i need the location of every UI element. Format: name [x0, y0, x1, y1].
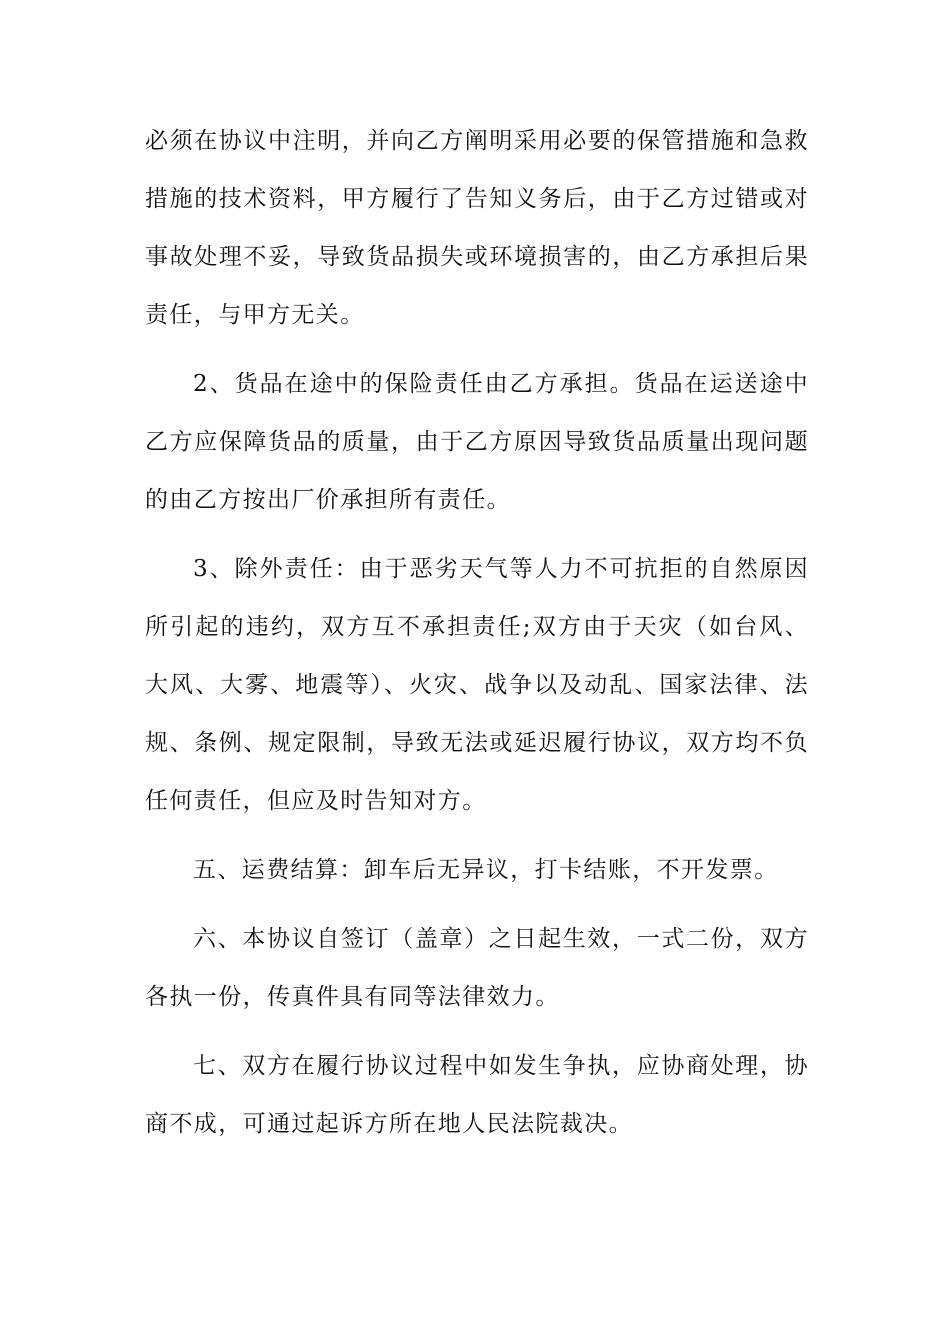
paragraph-clause-3: 3、除外责任：由于恶劣天气等人力不可抗拒的自然原因所引起的违约，双方互不承担责任;双方由于天灾（如台风、大风、大雾、地震等）、火灾、战争以及动乱、国家法律、法规、条例、规定限制，导致无法或延迟履行协议，双方均不负任何责任，但应及时告知对方。	[145, 556, 809, 814]
document-body	[145, 112, 809, 1164]
paragraph-clause-2: 2、货品在途中的保险责任由乙方承担。货品在运送途中乙方应保障货品的质量，由于乙方原因导致货品质量出现问题的由乙方按出厂价承担所有责任。	[145, 371, 809, 513]
paragraph-section-6: 六、本协议自签订（盖章）之日起生效，一式二份，双方各执一份，传真件具有同等法律效力。	[145, 926, 809, 1010]
paragraph-section-5: 五、运费结算：卸车后无异议，打卡结账，不开发票。	[193, 857, 779, 883]
paragraph-section-7: 七、双方在履行协议过程中如发生争执，应协商处理，协商不成，可通过起诉方所在地人民法院裁决。	[145, 1053, 809, 1137]
paragraph-continuation: 必须在协议中注明，并向乙方阐明采用必要的保管措施和急救措施的技术资料，甲方履行了告知义务后，由于乙方过错或对事故处理不妥，导致货品损失或环境损害的，由乙方承担后果责任，与甲方无关。	[145, 128, 809, 328]
